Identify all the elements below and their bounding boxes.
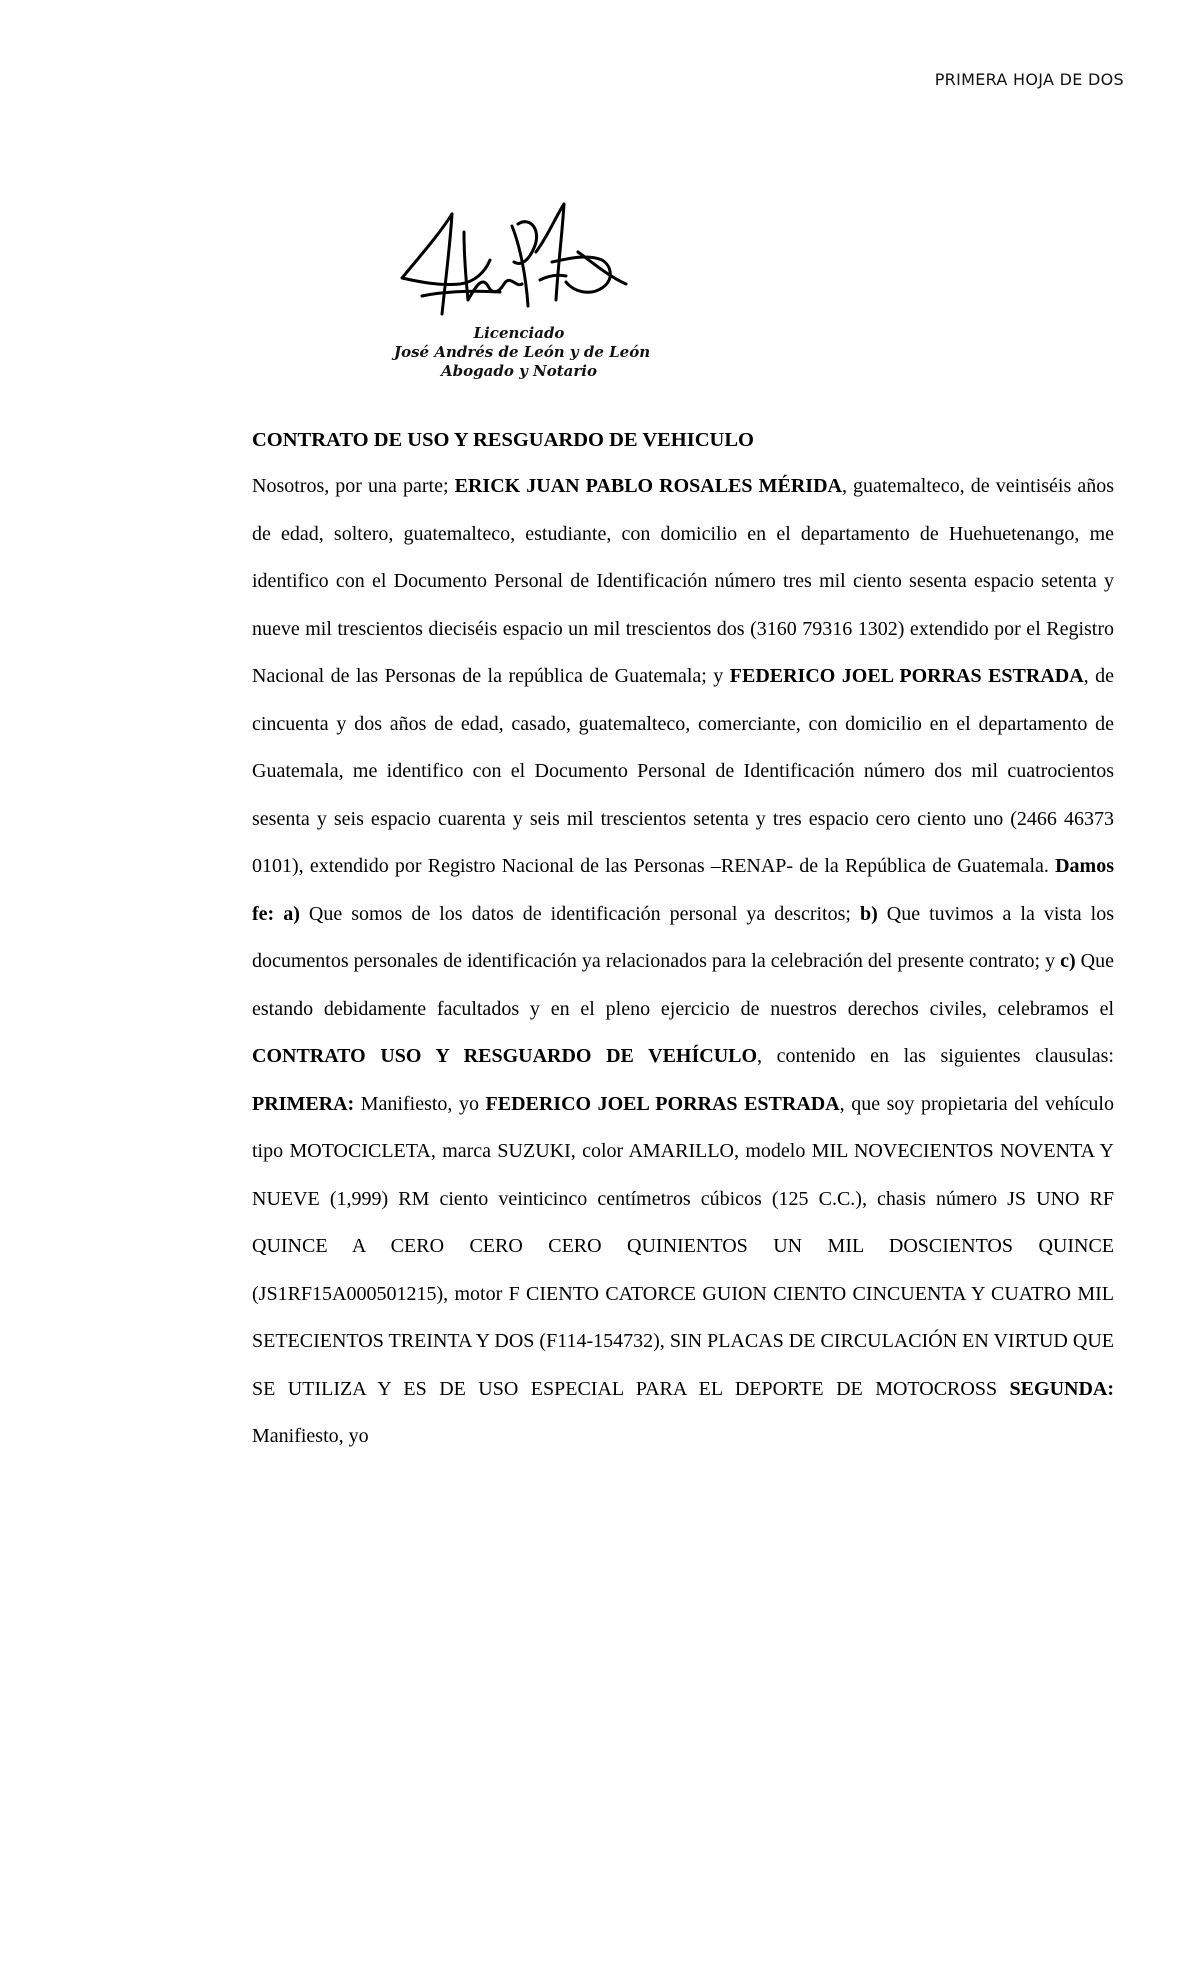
stamp-line-name: José Andrés de León y de León	[394, 343, 651, 361]
text-run: Manifiesto, yo	[252, 1425, 369, 1447]
bold-text-run: CONTRATO USO Y RESGUARDO DE VEHÍCULO	[252, 1045, 758, 1067]
notary-stamp-text	[394, 324, 651, 381]
page-header-label: PRIMERA HOJA DE DOS	[934, 70, 1124, 89]
bold-text-run: Damos fe: a)	[252, 855, 1114, 925]
bold-text-run: ERICK JUAN PABLO ROSALES MÉRIDA	[454, 475, 842, 497]
text-run: Que tuvimos a la vista los documentos personales de identificación ya relacionados para la celebración del presente contrato; y	[252, 902, 1114, 972]
contract-body	[252, 463, 1114, 1461]
bold-text-run: SEGUNDA:	[1009, 1377, 1114, 1400]
bold-text-run: c)	[1060, 950, 1076, 972]
handwritten-signature	[380, 196, 650, 331]
text-run: , guatemalteco, de veintiséis años de edad, soltero, guatemalteco, estudiante, con domicilio en el departamento de Huehuetenango, me identifico con el Documento Personal de Identificación número tres mil ciento sesenta espacio setenta y nueve mil trescientos dieciséis espacio un mil trescientos dos (3160 79316 1302) extendido por el Registro Nacional de las Personas de la república de Guatemala; y	[252, 475, 1114, 687]
bold-text-run: FEDERICO JOEL PORRAS ESTRADA	[485, 1092, 840, 1115]
stamp-line-title: Licenciado	[473, 324, 565, 342]
text-run: , contenido en las siguientes clausulas:	[757, 1045, 1114, 1067]
text-run: , que soy propietaria del vehículo tipo MOTOCICLETA, marca SUZUKI, color AMARILLO, modelo MIL NOVECIENTOS NOVENTA Y NUEVE (1,999) RM ciento veinticinco centímetros cúbicos (125 C.C.), chasis número JS UNO RF QUINCE A CERO CERO CERO QUINIENTOS UN MIL DOSCIENTOS QUINCE (JS1RF15A000501215), motor F CIENTO CATORCE GUION CIENTO CINCUENTA Y CUATRO MIL SETECIENTOS TREINTA Y DOS (F114-154732), SIN PLACAS DE CIRCULACIÓN EN VIRTUD QUE SE UTILIZA Y ES DE USO ESPECIAL PARA EL DEPORTE DE MOTOCROSS	[252, 1092, 1114, 1400]
text-run: , de cincuenta y dos años de edad, casado, guatemalteco, comerciante, con domicilio en el departamento de Guatemala, me identifico con el Documento Personal de Identificación número dos mil cuatrocientos sesenta y seis espacio cuarenta y seis mil trescientos setenta y tres espacio cero ciento uno (2466 46373 0101), extendido por Registro Nacional de las Personas –RENAP- de la República de Guatemala.	[252, 665, 1114, 877]
bold-text-run: FEDERICO JOEL PORRAS ESTRADA	[729, 665, 1084, 687]
text-run: Manifiesto, yo	[354, 1092, 486, 1115]
text-run: Nosotros, por una parte;	[252, 475, 455, 497]
contract-title: CONTRATO DE USO Y RESGUARDO DE VEHICULO	[252, 429, 754, 451]
contract-document	[252, 425, 1114, 1461]
text-run: Que somos de los datos de identificación personal ya descritos;	[299, 902, 860, 925]
notary-signature-stamp	[380, 196, 650, 396]
bold-text-run: b)	[859, 902, 878, 925]
text-run: Que estando debidamente facultados y en el pleno ejercicio de nuestros derechos civiles, celebramos el	[252, 950, 1114, 1020]
bold-text-run: PRIMERA:	[252, 1092, 355, 1115]
stamp-line-profession: Abogado y Notario	[441, 362, 597, 380]
